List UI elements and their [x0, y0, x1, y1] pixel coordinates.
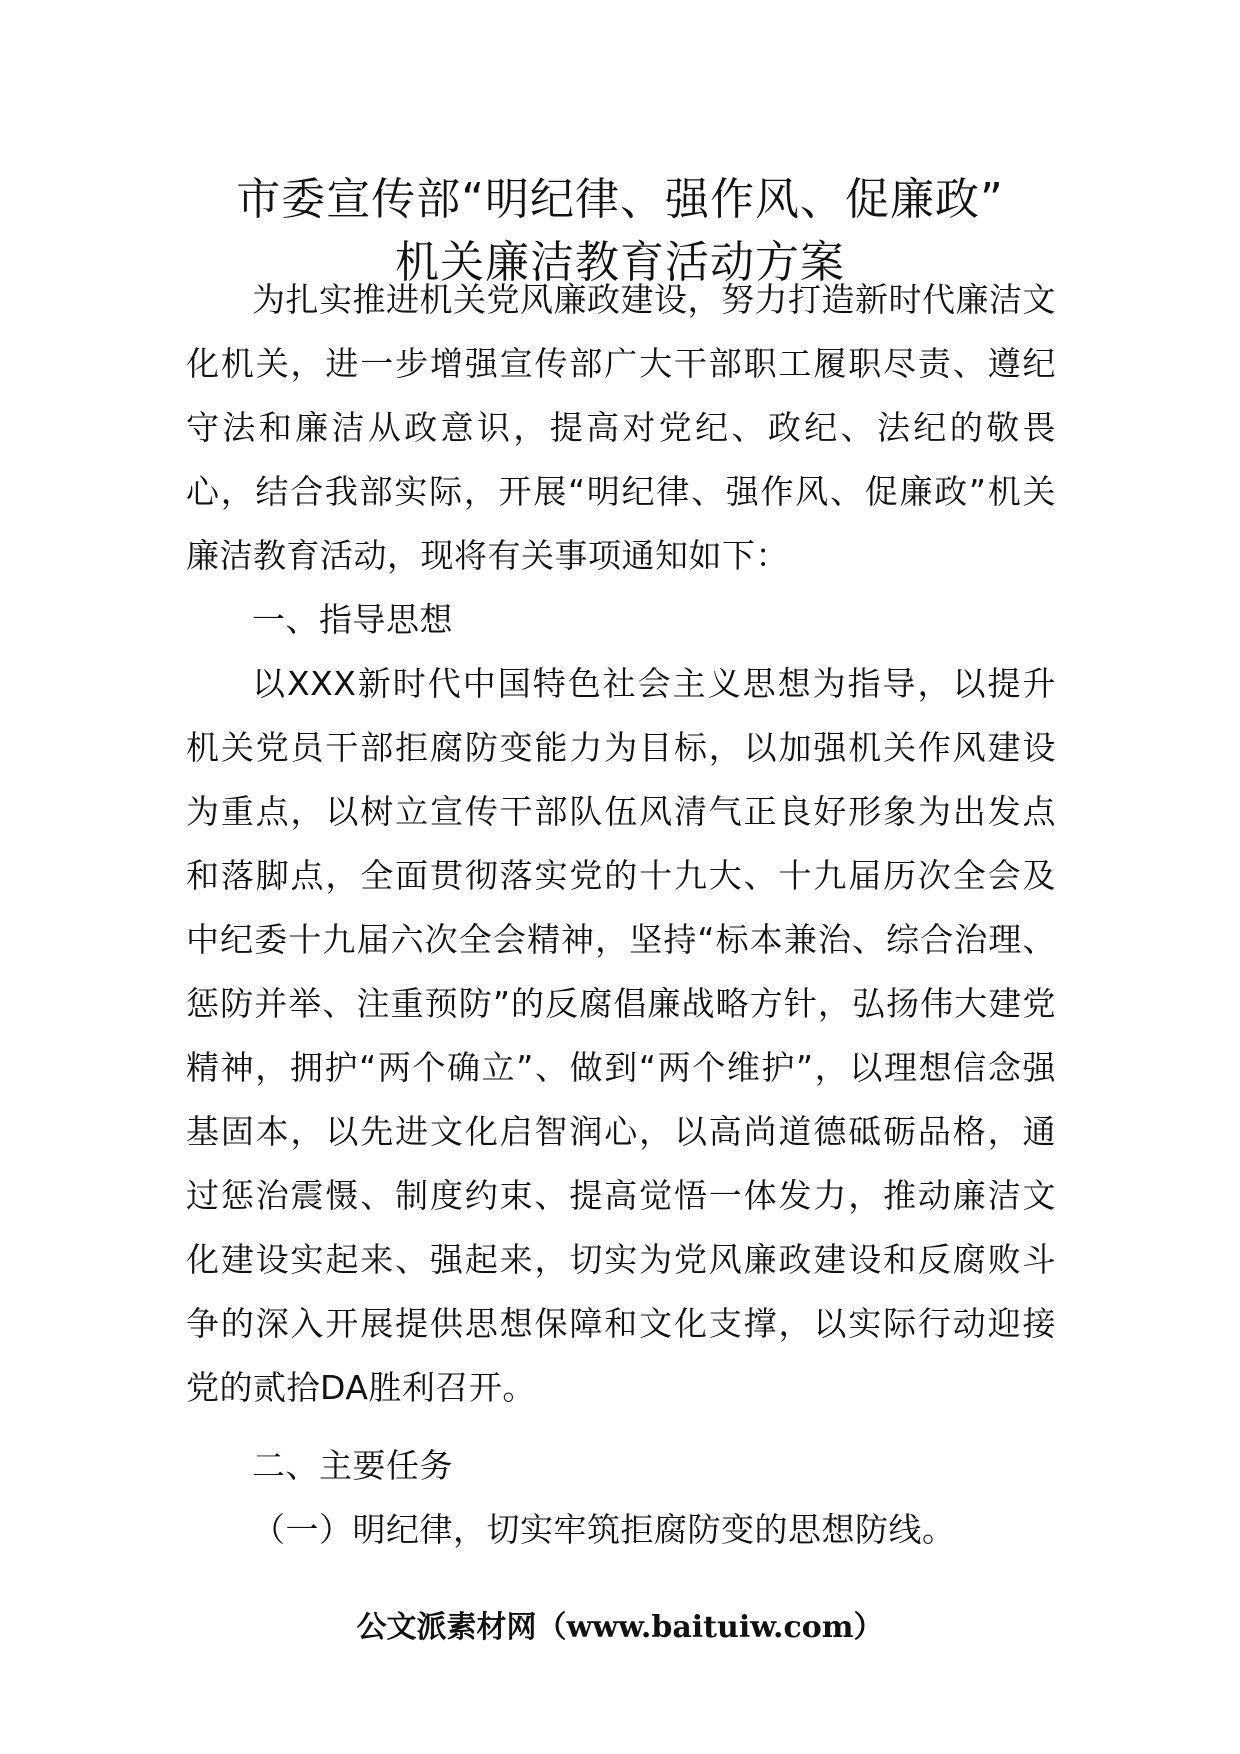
guiding-thought-paragraph: 以XXX新时代中国特色社会主义思想为指导，以提升机关党员干部拒腐防变能力为目标，以加强机关作风建设为重点，以树立宣传干部队伍风清气正良好形象为出发点和落脚点，全面贯彻落实党的十九大、十九届历次全会及中纪委十九届六次全会精神，坚持“标本兼治、综合治理、惩防并举、注重预防”的反腐倡廉战略方针，弘扬伟大建党精神，拥护“两个确立”、做到“两个维护”，以理想信念强基固本，以先进文化启智润心，以高尚道德砥砺品格，通过惩治震慑、制度约束、提高觉悟一体发力，推动廉洁文化建设实起来、强起来，切实为党风廉政建设和反腐败斗争的深入开展提供思想保障和文化支撑，以实际行动迎接党的贰拾DA胜利召开。 — [186, 664, 1056, 1407]
document-body — [186, 268, 1056, 1562]
subsection-heading-discipline: （一）明纪律，切实牢筑拒腐防变的思想防线。 — [252, 1510, 956, 1549]
document-title-line1: 市委宣传部“明纪律、强作风、促廉政” — [236, 174, 1004, 225]
document-title-line2: 机关廉洁教育活动方案 — [395, 237, 845, 288]
section-heading-guiding-thought: 一、指导思想 — [252, 600, 453, 639]
intro-paragraph: 为扎实推进机关党风廉政建设，努力打造新时代廉洁文化机关，进一步增强宣传部广大干部职工履职尽责、遵纪守法和廉洁从政意识，提高对党纪、政纪、法纪的敬畏心，结合我部实际，开展“明纪律、强作风、促廉政”机关廉洁教育活动，现将有关事项通知如下： — [186, 280, 1056, 575]
section-spacer — [186, 1420, 1056, 1434]
footer-watermark: 公文派素材网（www.baituiw.com） — [356, 1610, 884, 1645]
section-heading-main-tasks: 二、主要任务 — [252, 1446, 453, 1485]
